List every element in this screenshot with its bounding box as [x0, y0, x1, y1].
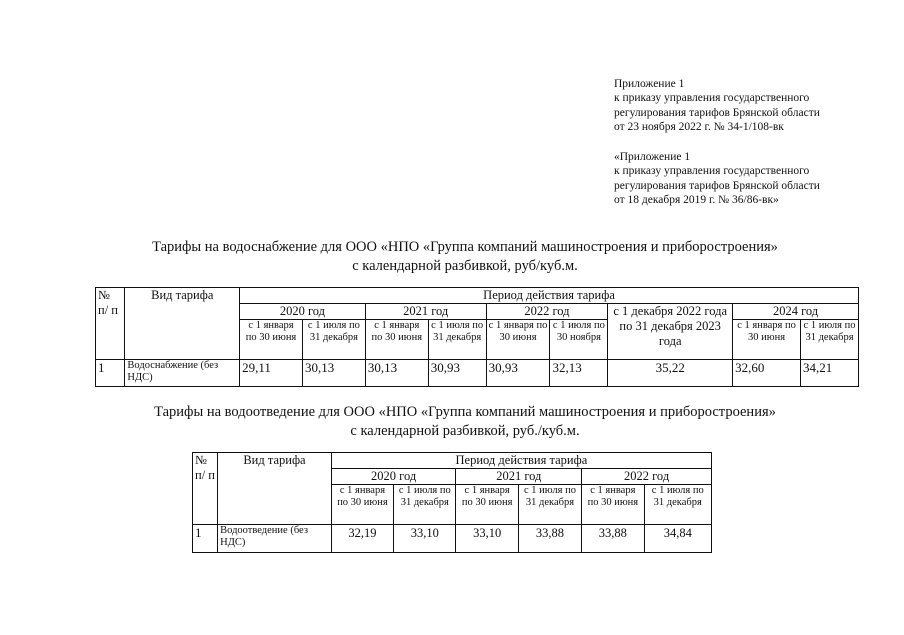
tariff-value: 33,88 — [518, 525, 581, 553]
table-row — [193, 525, 712, 553]
appendix-line: регулирования тарифов Брянской области — [614, 106, 820, 119]
water-disposal-table — [192, 452, 712, 553]
col-period-header: Период действия тарифа — [331, 453, 711, 469]
year-2020-header: 2020 год — [331, 469, 456, 485]
period-header: с 1 июля по 31 декабря — [518, 485, 581, 525]
tariff-value: 35,22 — [608, 360, 733, 387]
water-supply-table — [95, 287, 859, 387]
water-disposal-title — [0, 403, 904, 441]
row-number: 1 — [96, 360, 125, 387]
water-supply-title — [0, 238, 904, 276]
tariff-value: 33,10 — [456, 525, 518, 553]
appendix-current-header — [614, 77, 820, 135]
appendix-original-header — [614, 150, 820, 208]
period-header: с 1 января по 30 июня — [733, 320, 801, 360]
title-line: Тарифы на водоотведение для ООО «НПО «Группа компаний машиностроения и приборостроения» — [154, 404, 776, 420]
appendix-line: от 18 декабря 2019 г. № 36/86-вк» — [614, 194, 779, 207]
period-header: с 1 января по 30 июня — [456, 485, 518, 525]
tariff-value: 30,93 — [486, 360, 550, 387]
row-tariff-type: Водоснабжение (без НДС) — [125, 360, 240, 387]
title-line: Тарифы на водоснабжение для ООО «НПО «Группа компаний машиностроения и приборостроения» — [152, 239, 778, 255]
appendix-line: «Приложение 1 — [614, 151, 691, 163]
row-tariff-type: Водоотведение (без НДС) — [218, 525, 332, 553]
year-2024-header: 2024 год — [733, 304, 859, 320]
col-type-header: Вид тарифа — [125, 288, 240, 360]
tariff-value: 34,21 — [801, 360, 859, 387]
period-header: с 1 января по 30 июня — [486, 320, 550, 360]
tariff-value: 33,10 — [394, 525, 456, 553]
tariff-value: 32,19 — [331, 525, 393, 553]
year-2020-header: 2020 год — [240, 304, 366, 320]
col-period-header: Период действия тарифа — [240, 288, 859, 304]
tariff-value: 30,93 — [428, 360, 486, 387]
table-row — [96, 360, 859, 387]
period-header: с 1 июля по 31 декабря — [302, 320, 365, 360]
tariff-value: 34,84 — [644, 525, 711, 553]
tariff-value: 33,88 — [582, 525, 644, 553]
appendix-line: Приложение 1 — [614, 78, 685, 90]
dec2022-period-header: с 1 декабря 2022 года по 31 декабря 2023 года — [608, 304, 733, 360]
appendix-line: к приказу управления государственного — [614, 92, 810, 105]
year-2021-header: 2021 год — [456, 469, 582, 485]
title-line: с календарной разбивкой, руб./куб.м. — [350, 423, 580, 439]
period-header: с 1 июля по 31 декабря — [428, 320, 486, 360]
period-header: с 1 июля по 31 декабря — [394, 485, 456, 525]
col-type-header: Вид тарифа — [218, 453, 332, 525]
col-no-header: № п/ п — [96, 288, 125, 360]
period-header: с 1 января по 30 июня — [240, 320, 303, 360]
col-no-header: № п/ п — [193, 453, 218, 525]
tariff-value: 32,13 — [550, 360, 608, 387]
year-2022-header: 2022 год — [582, 469, 712, 485]
row-number: 1 — [193, 525, 218, 553]
tariff-value: 32,60 — [733, 360, 801, 387]
year-2022-header: 2022 год — [486, 304, 608, 320]
period-header: с 1 июля по 31 декабря — [644, 485, 711, 525]
tariff-value: 30,13 — [302, 360, 365, 387]
appendix-line: регулирования тарифов Брянской области — [614, 179, 820, 192]
tariff-value: 30,13 — [365, 360, 428, 387]
period-header: с 1 января по 30 июня — [582, 485, 644, 525]
appendix-line: к приказу управления государственного — [614, 165, 810, 178]
period-header: с 1 января по 30 июня — [331, 485, 393, 525]
appendix-line: от 23 ноября 2022 г. № 34-1/108-вк — [614, 121, 784, 134]
year-2021-header: 2021 год — [365, 304, 486, 320]
period-header: с 1 января по 30 июня — [365, 320, 428, 360]
title-line: с календарной разбивкой, руб/куб.м. — [352, 258, 578, 274]
period-header: с 1 июля по 30 ноября — [550, 320, 608, 360]
period-header: с 1 июля по 31 декабря — [801, 320, 859, 360]
tariff-value: 29,11 — [240, 360, 303, 387]
